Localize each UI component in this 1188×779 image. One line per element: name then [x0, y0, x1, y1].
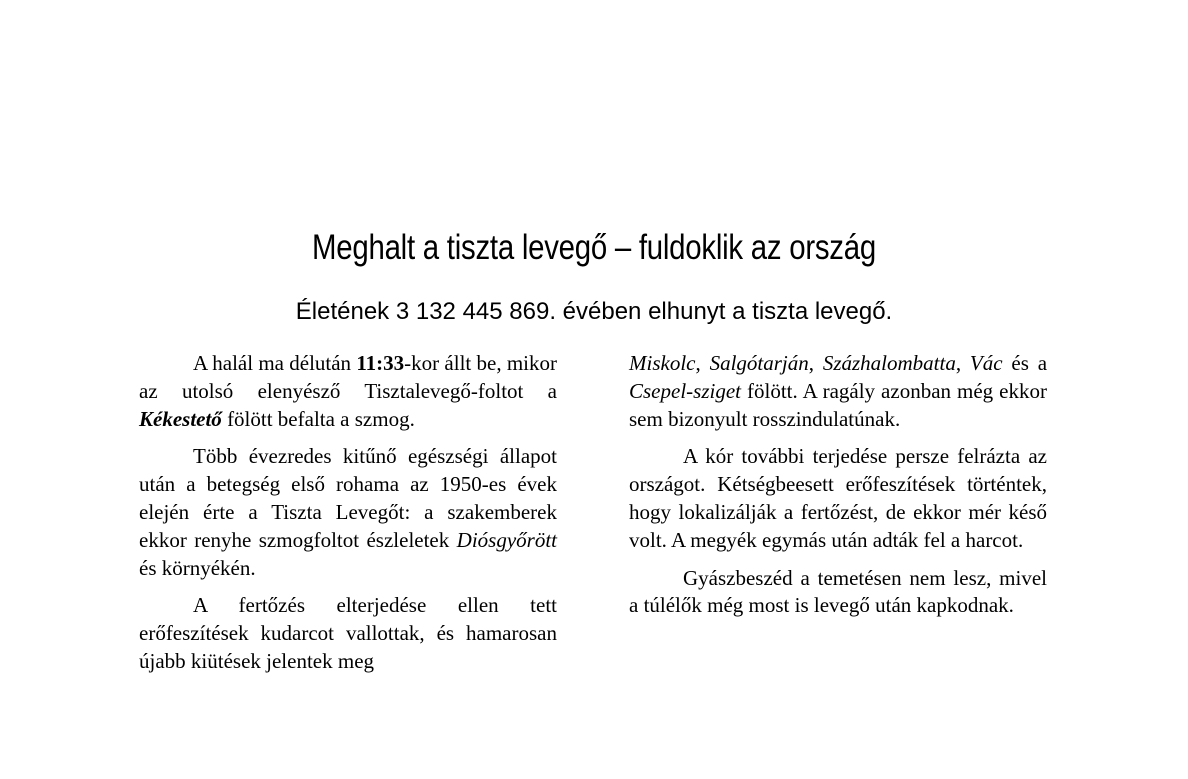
- subtitle: Életének 3 132 445 869. évében elhunyt a tiszta levegő.: [295, 298, 893, 325]
- time-emphasis: 11:33: [356, 351, 405, 375]
- paragraph: A halál ma délután 11:33-kor állt be, mikor az utolsó elenyésző Tisztalevegő-foltot a Kékestető fölött befalta a szmog.: [139, 351, 557, 431]
- paragraph: Több évezredes kitűnő egészségi állapot után a betegség első rohama az 1950-es évek elején érte a Tiszta Levegőt: a szakemberek ekkor renyhe szmogfoltot észleletek Diósgyőrött és környékén.: [139, 444, 557, 580]
- right-column: [629, 350, 1047, 630]
- place-name: Kékestető: [139, 406, 222, 431]
- paragraph: Gyászbeszéd a temetésen nem lesz, mivel a túlélők még most is levegő után kapkodnak.: [629, 565, 1047, 618]
- place-name: Miskolc: [629, 351, 696, 375]
- paragraph: A kór további terjedése persze felrázta az országot. Kétségbeesett erőfeszítések történtek, hogy lokalizálják a fertőzést, de ekkor mér késő volt. A megyék egymás után adták fel a harcot.: [629, 444, 1047, 552]
- paragraph: A fertőzés elterjedése ellen tett erőfeszítések kudarcot vallottak, és hamarosan újabb kiütések jelentek meg: [139, 593, 557, 673]
- place-name: Diósgyőrött: [456, 527, 557, 552]
- headline: Meghalt a tiszta levegő – fuldoklik az ország: [312, 228, 876, 267]
- place-name: Salgótarján: [709, 351, 809, 375]
- place-name: Vác: [969, 351, 1003, 375]
- paragraph: Miskolc, Salgótarján, Százhalombatta, Vác és a Csepel-sziget fölött. A ragály azonban még ekkor sem bizonyult rosszindulatúnak.: [629, 351, 1048, 431]
- place-name: Csepel-sziget: [629, 378, 741, 403]
- place-name: Százhalombatta: [822, 351, 956, 375]
- left-column: [139, 350, 557, 686]
